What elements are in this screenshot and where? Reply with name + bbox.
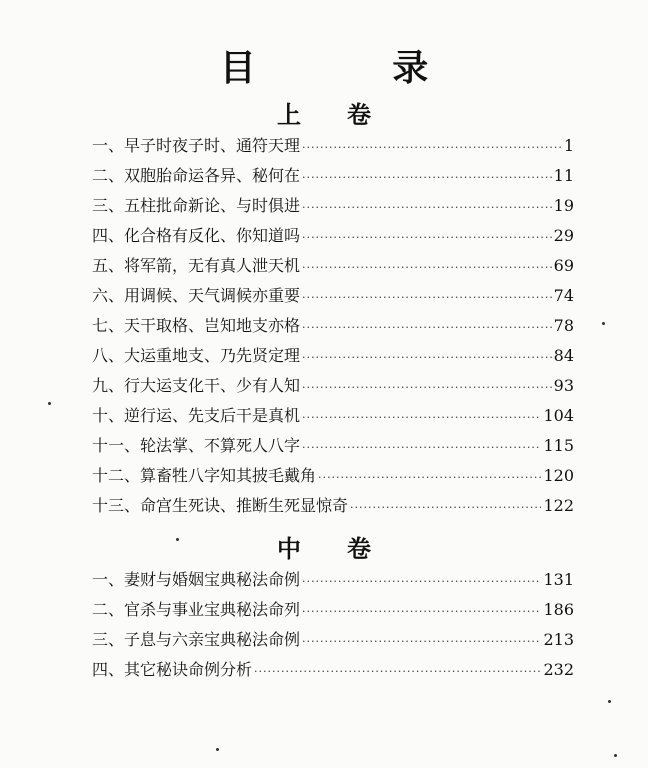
toc-entry-page: 84 [553, 346, 574, 365]
toc-entry [92, 131, 574, 161]
scan-speck [216, 748, 219, 751]
toc-entry-title: 五、将军箭，无有真人泄天机 [92, 256, 301, 275]
toc-entry-title: 十一、轮法掌、不算死人八字 [92, 436, 301, 455]
toc-entry [92, 625, 574, 655]
toc-entry [92, 371, 574, 401]
toc-entry [92, 161, 574, 191]
toc-entry-page: 131 [543, 570, 574, 589]
toc-entry-page: 93 [553, 376, 574, 395]
toc-entry-page: 115 [543, 436, 574, 455]
toc-entry-page: 122 [543, 496, 574, 515]
toc-entry-page: 74 [553, 286, 574, 305]
toc-entry [92, 595, 574, 625]
toc-entry-title: 七、天干取格、岂知地支亦格 [92, 316, 301, 335]
toc-entry [92, 221, 574, 251]
leader-dots [350, 493, 541, 523]
page-title: 目 录 [219, 48, 491, 89]
toc-entry-page: 213 [543, 630, 574, 649]
toc-entry-title: 三、子息与六亲宝典秘法命例 [92, 630, 301, 649]
toc-entry [92, 401, 574, 431]
toc-entry-title: 二、双胞胎命运各异、秘何在 [92, 166, 301, 185]
toc-entry-page: 1 [563, 136, 574, 155]
leader-dots [302, 253, 552, 283]
scan-speck [614, 754, 617, 757]
toc-entry-page: 69 [553, 256, 574, 275]
toc-entry-page: 186 [543, 600, 574, 619]
toc-entry [92, 191, 574, 221]
toc-list-upper [92, 131, 574, 521]
toc-entry-title: 九、行大运支化干、少有人知 [92, 376, 301, 395]
leader-dots [302, 627, 541, 657]
scan-speck [48, 402, 51, 405]
leader-dots [254, 657, 541, 687]
toc-entry-title: 十三、命宫生死诀、推断生死显惊奇 [92, 496, 349, 515]
leader-dots [302, 313, 552, 343]
toc-entry-title: 三、五柱批命新论、与时俱进 [92, 196, 301, 215]
toc-entry-title: 十二、算畜牲八字知其披毛戴角 [92, 466, 317, 485]
toc-entry-page: 29 [553, 226, 574, 245]
leader-dots [302, 567, 541, 597]
toc-entry [92, 251, 574, 281]
toc-entry-title: 四、化合格有反化、你知道吗 [92, 226, 301, 245]
volume-heading-middle: 中卷 [277, 535, 417, 563]
toc-entry [92, 491, 574, 521]
scan-speck [602, 322, 605, 325]
toc-list-middle [92, 565, 574, 685]
toc-entry [92, 341, 574, 371]
leader-dots [302, 283, 552, 313]
leader-dots [302, 373, 552, 403]
toc-entry-page: 232 [543, 660, 574, 679]
scan-speck [176, 538, 179, 541]
toc-entry [92, 431, 574, 461]
toc-entry-title: 十、逆行运、先支后干是真机 [92, 406, 301, 425]
toc-entry [92, 655, 574, 685]
toc-entry [92, 461, 574, 491]
toc-entry-title: 六、用调候、天气调候亦重要 [92, 286, 301, 305]
leader-dots [302, 193, 552, 223]
toc-entry-title: 八、大运重地支、乃先贤定理 [92, 346, 301, 365]
toc-entry-page: 11 [553, 166, 574, 185]
toc-entry-page: 78 [553, 316, 574, 335]
toc-entry-title: 一、早子时夜子时、通符天理 [92, 136, 301, 155]
leader-dots [302, 597, 541, 627]
scan-speck [608, 700, 611, 703]
toc-entry-title: 二、官杀与事业宝典秘法命列 [92, 600, 301, 619]
leader-dots [302, 133, 562, 163]
toc-entry-title: 四、其它秘诀命例分析 [92, 660, 253, 679]
toc-entry-title: 一、妻财与婚姻宝典秘法命例 [92, 570, 301, 589]
toc-entry [92, 565, 574, 595]
leader-dots [302, 343, 552, 373]
leader-dots [302, 223, 552, 253]
volume-heading-upper: 上卷 [277, 101, 417, 129]
leader-dots [302, 403, 541, 433]
leader-dots [302, 163, 552, 193]
leader-dots [318, 463, 541, 493]
toc-entry-page: 104 [543, 406, 574, 425]
toc-entry-page: 19 [553, 196, 574, 215]
leader-dots [302, 433, 541, 463]
toc-entry-page: 120 [543, 466, 574, 485]
toc-entry [92, 311, 574, 341]
toc-entry [92, 281, 574, 311]
